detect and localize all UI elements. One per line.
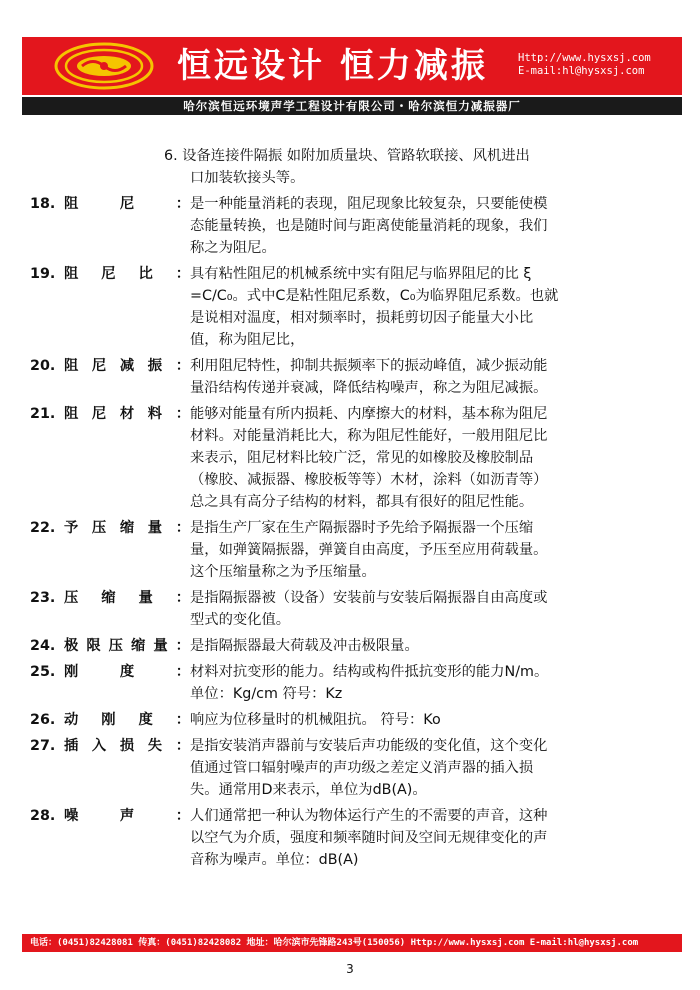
term-char: 失 xyxy=(147,738,163,754)
entry-term-word xyxy=(64,661,190,705)
entry-term-word xyxy=(64,403,190,513)
term-char: 极 xyxy=(64,638,79,654)
term-char: 缩 xyxy=(119,520,135,536)
entry-number: 18. xyxy=(30,196,56,212)
glossary-entry xyxy=(30,805,670,871)
term-char: 缩 xyxy=(130,638,146,654)
definition-line: 值，称为阻尼比， xyxy=(190,332,305,348)
term-char: 振 xyxy=(147,358,163,374)
term-char: 阻 xyxy=(64,358,79,374)
entry-definition xyxy=(190,193,670,259)
entry-term-word xyxy=(64,355,190,399)
term-colon: ： xyxy=(175,638,190,654)
entry-term xyxy=(30,263,190,351)
entry-definition xyxy=(190,403,670,513)
intro-line: 口加装软接头等。 xyxy=(190,170,305,186)
definition-line: 是指隔振器最大荷载及冲击极限量。 xyxy=(190,638,419,654)
entry-term xyxy=(30,735,190,801)
definition-line: 这个压缩量称之为予压缩量。 xyxy=(190,564,376,580)
term-char: 刚 xyxy=(101,712,116,728)
term-char: 度 xyxy=(119,664,135,680)
page-number: 3 xyxy=(346,962,354,976)
intro-line: 6. 设备连接件隔振 如附加质量块、管路软联接、风机进出 xyxy=(164,148,530,164)
entry-number: 21. xyxy=(30,406,56,422)
entry-term-word xyxy=(64,263,190,351)
glossary-entry xyxy=(30,403,670,513)
definition-line: 总之具有高分子结构的材料，都具有很好的阻尼性能。 xyxy=(190,494,534,510)
definition-line: 态能量转换，也是随时间与距离使能量消耗的现象，我们 xyxy=(190,218,548,234)
definition-line: 量，如弹簧隔振器，弹簧自由高度，予压至应用荷载量。 xyxy=(190,542,548,558)
term-colon: ： xyxy=(175,664,190,680)
entry-term xyxy=(30,355,190,399)
definition-line: （橡胶、减振器、橡胶板等等）木材，涂料（如沥青等） xyxy=(190,472,548,488)
entry-definition xyxy=(190,635,670,657)
definition-line: 失。通常用D来表示，单位为dB(A)。 xyxy=(190,782,427,798)
definition-line: 人们通常把一种认为物体运行产生的不需要的声音，这种 xyxy=(190,808,548,824)
term-char: 尼 xyxy=(91,358,107,374)
entry-term xyxy=(30,517,190,583)
term-colon: ： xyxy=(175,712,190,728)
glossary-entry xyxy=(30,587,670,631)
entry-term-word xyxy=(64,735,190,801)
term-char: 限 xyxy=(86,638,101,654)
definition-line: 材料对抗变形的能力。结构或构件抵抗变形的能力N/m。 xyxy=(190,664,549,680)
definition-line: 来表示，阻尼材料比较广泛，常见的如橡胶及橡胶制品 xyxy=(190,450,534,466)
entry-number: 27. xyxy=(30,738,56,754)
term-char: 阻 xyxy=(64,266,79,282)
definition-line: 量沿结构传递并衰减，降低结构噪声，称之为阻尼减振。 xyxy=(190,380,548,396)
entry-number: 19. xyxy=(30,266,56,282)
term-colon: ： xyxy=(175,590,190,606)
glossary-entry xyxy=(30,517,670,583)
term-colon: ： xyxy=(175,520,190,536)
entry-term-word xyxy=(64,587,190,631)
entry-term-word xyxy=(64,517,190,583)
entry-number: 26. xyxy=(30,712,56,728)
term-char: 予 xyxy=(64,520,79,536)
glossary-entry xyxy=(30,355,670,399)
term-char: 声 xyxy=(119,808,135,824)
term-char: 材 xyxy=(119,406,135,422)
header-email-link[interactable]: E-mail:hl@hysxsj.com xyxy=(518,65,645,77)
glossary-entry xyxy=(30,709,670,731)
definition-line: 能够对能量有所内损耗、内摩擦大的材料，基本称为阻尼 xyxy=(190,406,548,422)
header-url-link[interactable]: Http://www.hysxsj.com xyxy=(518,52,651,64)
entry-number: 24. xyxy=(30,638,56,654)
entry-definition xyxy=(190,709,670,731)
definition-line: 是指隔振器被（设备）安装前与安装后隔振器自由高度或 xyxy=(190,590,548,606)
entry-number: 20. xyxy=(30,358,56,374)
entry-number: 22. xyxy=(30,520,56,536)
term-char: 减 xyxy=(119,358,135,374)
company-name-bar xyxy=(22,95,682,115)
term-colon: ： xyxy=(175,808,190,824)
glossary-entry xyxy=(30,735,670,801)
term-char: 量 xyxy=(153,638,168,654)
definition-line: =C/C₀。式中C是粘性阻尼系数，C₀为临界阻尼系数。也就 xyxy=(190,288,559,304)
term-char: 缩 xyxy=(101,590,116,606)
definition-line: 值通过管口辐射噪声的声功级之差定义消声器的插入损 xyxy=(190,760,534,776)
term-char: 刚 xyxy=(64,664,79,680)
glossary-entry xyxy=(30,193,670,259)
term-char: 入 xyxy=(91,738,107,754)
entry-definition xyxy=(190,735,670,801)
entry-number: 25. xyxy=(30,664,56,680)
footer-contact-text: 电话：(0451)82428081 传真：(0451)82428082 地址：哈尔滨市先锋路243号(150056) Http://www.hysxsj.com E-mail:hl@hysxsj.com xyxy=(30,938,639,948)
entry-term xyxy=(30,403,190,513)
term-char: 压 xyxy=(108,638,123,654)
entry-term xyxy=(30,193,190,259)
footer-bar xyxy=(22,934,682,952)
definition-line: 单位：Kg/cm 符号：Kz xyxy=(190,686,343,702)
glossary-entry xyxy=(30,661,670,705)
term-colon: ： xyxy=(175,406,190,422)
term-char: 阻 xyxy=(64,196,79,212)
definition-line: 利用阻尼特性，抑制共振频率下的振动峰值，减少振动能 xyxy=(190,358,548,374)
glossary-entry xyxy=(30,635,670,657)
entry-term xyxy=(30,661,190,705)
term-char: 尼 xyxy=(119,196,135,212)
definition-line: 材料。对能量消耗比大，称为阻尼性能好，一般用阻尼比 xyxy=(190,428,548,444)
entry-term xyxy=(30,805,190,871)
entry-definition xyxy=(190,517,670,583)
term-char: 阻 xyxy=(64,406,79,422)
definition-line: 是指生产厂家在生产隔振器时予先给予隔振器一个压缩 xyxy=(190,520,534,536)
glossary-entries xyxy=(30,193,670,871)
term-char: 压 xyxy=(91,520,107,536)
company-logo-icon xyxy=(52,41,156,91)
entry-definition xyxy=(190,355,670,399)
entry-definition xyxy=(190,587,670,631)
entry-term xyxy=(30,709,190,731)
entry-term-word xyxy=(64,193,190,259)
term-char: 尼 xyxy=(91,406,107,422)
term-char: 比 xyxy=(138,266,153,282)
term-char: 压 xyxy=(64,590,79,606)
term-char: 尼 xyxy=(101,266,116,282)
term-colon: ： xyxy=(175,738,190,754)
definition-line: 称之为阻尼。 xyxy=(190,240,276,256)
term-char: 量 xyxy=(138,590,153,606)
definition-line: 以空气为介质，强度和频率随时间及空间无规律变化的声 xyxy=(190,830,548,846)
entry-term-word xyxy=(64,709,190,731)
entry-term xyxy=(30,635,190,657)
glossary-entry xyxy=(30,263,670,351)
term-char: 噪 xyxy=(64,808,79,824)
term-char: 量 xyxy=(147,520,163,536)
entry-term-word xyxy=(64,805,190,871)
definition-line: 是一种能量消耗的表现，阻尼现象比较复杂，只要能使模 xyxy=(190,196,548,212)
definition-line: 型式的变化值。 xyxy=(190,612,291,628)
entry-definition xyxy=(190,661,670,705)
entry-term xyxy=(30,587,190,631)
term-colon: ： xyxy=(175,358,190,374)
term-char: 插 xyxy=(64,738,79,754)
term-char: 料 xyxy=(147,406,163,422)
header-contact xyxy=(518,52,651,78)
term-colon: ： xyxy=(175,196,190,212)
definition-line: 响应为位移量时的机械阻抗。 符号：Ko xyxy=(190,712,441,728)
definition-line: 是说相对温度，相对频率时，损耗剪切因子能量大小比 xyxy=(190,310,534,326)
company-name: 哈尔滨恒远环境声学工程设计有限公司・哈尔滨恒力减振器厂 xyxy=(183,99,521,113)
term-char: 动 xyxy=(64,712,79,728)
definition-line: 具有粘性阻尼的机械系统中实有阻尼与临界阻尼的比 ξ xyxy=(190,266,532,282)
entry-number: 23. xyxy=(30,590,56,606)
glossary-content xyxy=(30,145,670,871)
entry-number: 28. xyxy=(30,808,56,824)
brand-slogan: 恒远设计 恒力减振 xyxy=(177,46,488,86)
entry-definition xyxy=(190,805,670,871)
term-colon: ： xyxy=(175,266,190,282)
definition-line: 音称为噪声。单位：dB(A) xyxy=(190,852,359,868)
header-banner xyxy=(22,37,682,95)
term-char: 度 xyxy=(138,712,153,728)
entry-definition xyxy=(190,263,670,351)
definition-line: 是指安装消声器前与安装后声功能级的变化值，这个变化 xyxy=(190,738,548,754)
term-char: 损 xyxy=(119,738,135,754)
entry-term-word xyxy=(64,635,190,657)
